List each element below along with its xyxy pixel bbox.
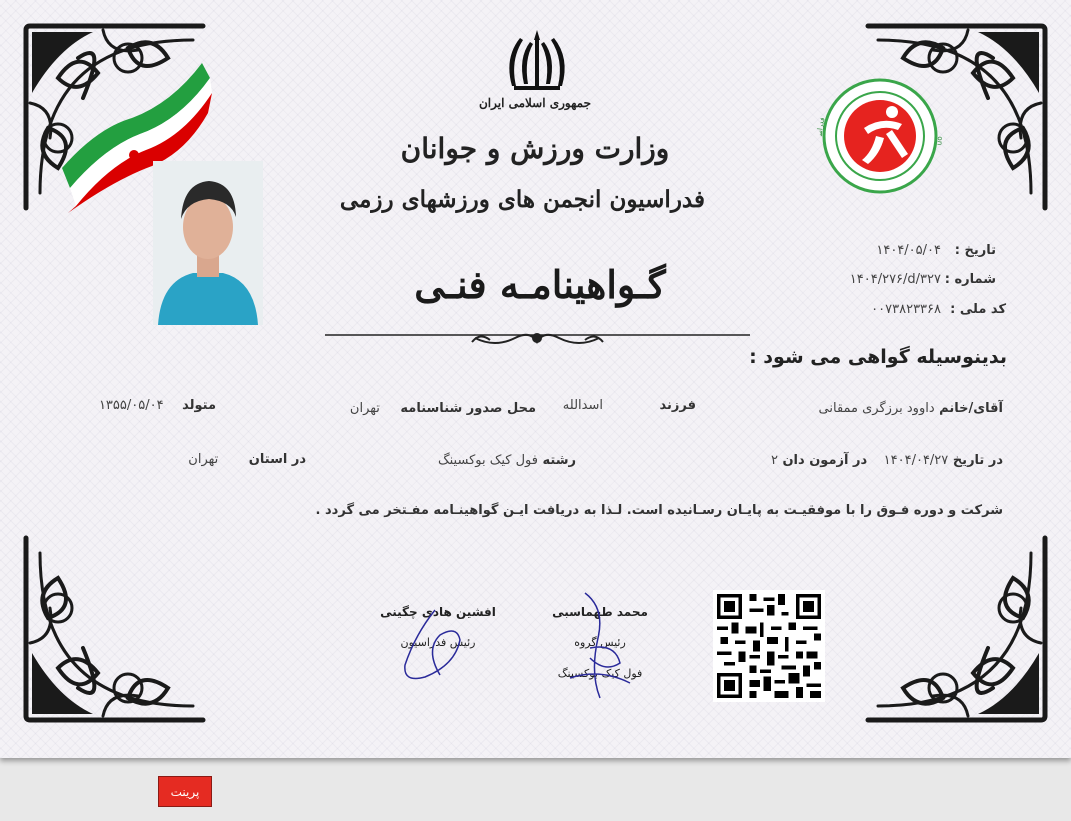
name-value: داوود برزگری ممقانی xyxy=(818,401,935,416)
republic-label: جمهوری اسلامی ایران xyxy=(478,96,592,110)
iran-emblem-icon xyxy=(502,28,572,94)
federation-logo xyxy=(806,78,954,196)
signature-1-name: محمد طهماسبی xyxy=(552,605,648,619)
svg-text:فدراسیون انجمن های ورزشهای رزم xyxy=(806,78,827,137)
intro-text: بدینوسیله گواهی می شود : xyxy=(749,346,1007,368)
exam-label: در آزمون دان xyxy=(782,453,868,468)
signature-1-title2: فول کیک بوکسینگ xyxy=(557,667,643,680)
profile-photo xyxy=(153,161,263,325)
father-label: فرزند xyxy=(659,398,696,413)
title-divider xyxy=(325,326,750,350)
statement-text: شرکت و دوره فـوق را با موفقیـت به پایـان رسـانیده است. لـذا به دریافت ایـن گواهینـامه مفـتخر می گردد . xyxy=(315,503,1003,518)
field-value: فول کیک بوکسینگ xyxy=(438,453,538,468)
logo-ring-text-en: on xyxy=(935,136,945,146)
national-id-value: ۰۰۷۳۸۲۳۳۶۸ xyxy=(871,302,941,317)
exam-value: ۲ xyxy=(770,453,778,468)
ministry-label: وزارت ورزش و جوانان xyxy=(400,132,670,165)
signature-2-title: رئیس فدراسیون xyxy=(400,636,476,649)
signature-2-scribble xyxy=(395,605,470,685)
federation-label: فدراسیون انجمن های ورزشهای رزمی xyxy=(339,186,705,213)
father-value: اسدالله xyxy=(562,398,603,413)
print-button[interactable]: پرینت xyxy=(158,776,212,807)
name-label: آقای/خانم xyxy=(939,401,1003,416)
corner-ornament-bottom-left xyxy=(18,533,208,728)
signature-1-title: رئیس گروه xyxy=(574,636,626,649)
birth-label: متولد xyxy=(182,398,216,413)
logo-ring-text: فدراس xyxy=(815,116,827,137)
province-label: در استان xyxy=(248,452,306,467)
province-value: تهران xyxy=(188,452,219,467)
certificate-title: گـواهینامـه فنـی xyxy=(414,262,666,307)
date-label: تاریخ : xyxy=(954,243,996,258)
birth-value: ۱۳۵۵/۰۵/۰۴ xyxy=(98,398,164,413)
qr-code-icon xyxy=(713,590,825,702)
number-label: شماره : xyxy=(944,272,996,287)
issue-place-value: تهران xyxy=(349,401,380,416)
exam-date-value: ۱۴۰۴/۰۴/۲۷ xyxy=(883,453,949,468)
date-value: ۱۴۰۴/۰۵/۰۴ xyxy=(876,243,941,258)
signature-1-scribble xyxy=(560,588,640,703)
field-label: رشته xyxy=(542,453,576,468)
exam-date-label: در تاریخ xyxy=(952,453,1003,468)
number-value: ۱۴۰۴/۲۷۶/d/۳۲۷ xyxy=(849,272,941,287)
national-id-label: کد ملی : xyxy=(950,302,1006,317)
issue-place-label: محل صدور شناسنامه xyxy=(400,401,536,416)
signature-2-name: افشین هادی چگینی xyxy=(380,605,496,619)
corner-ornament-bottom-right xyxy=(863,533,1053,728)
